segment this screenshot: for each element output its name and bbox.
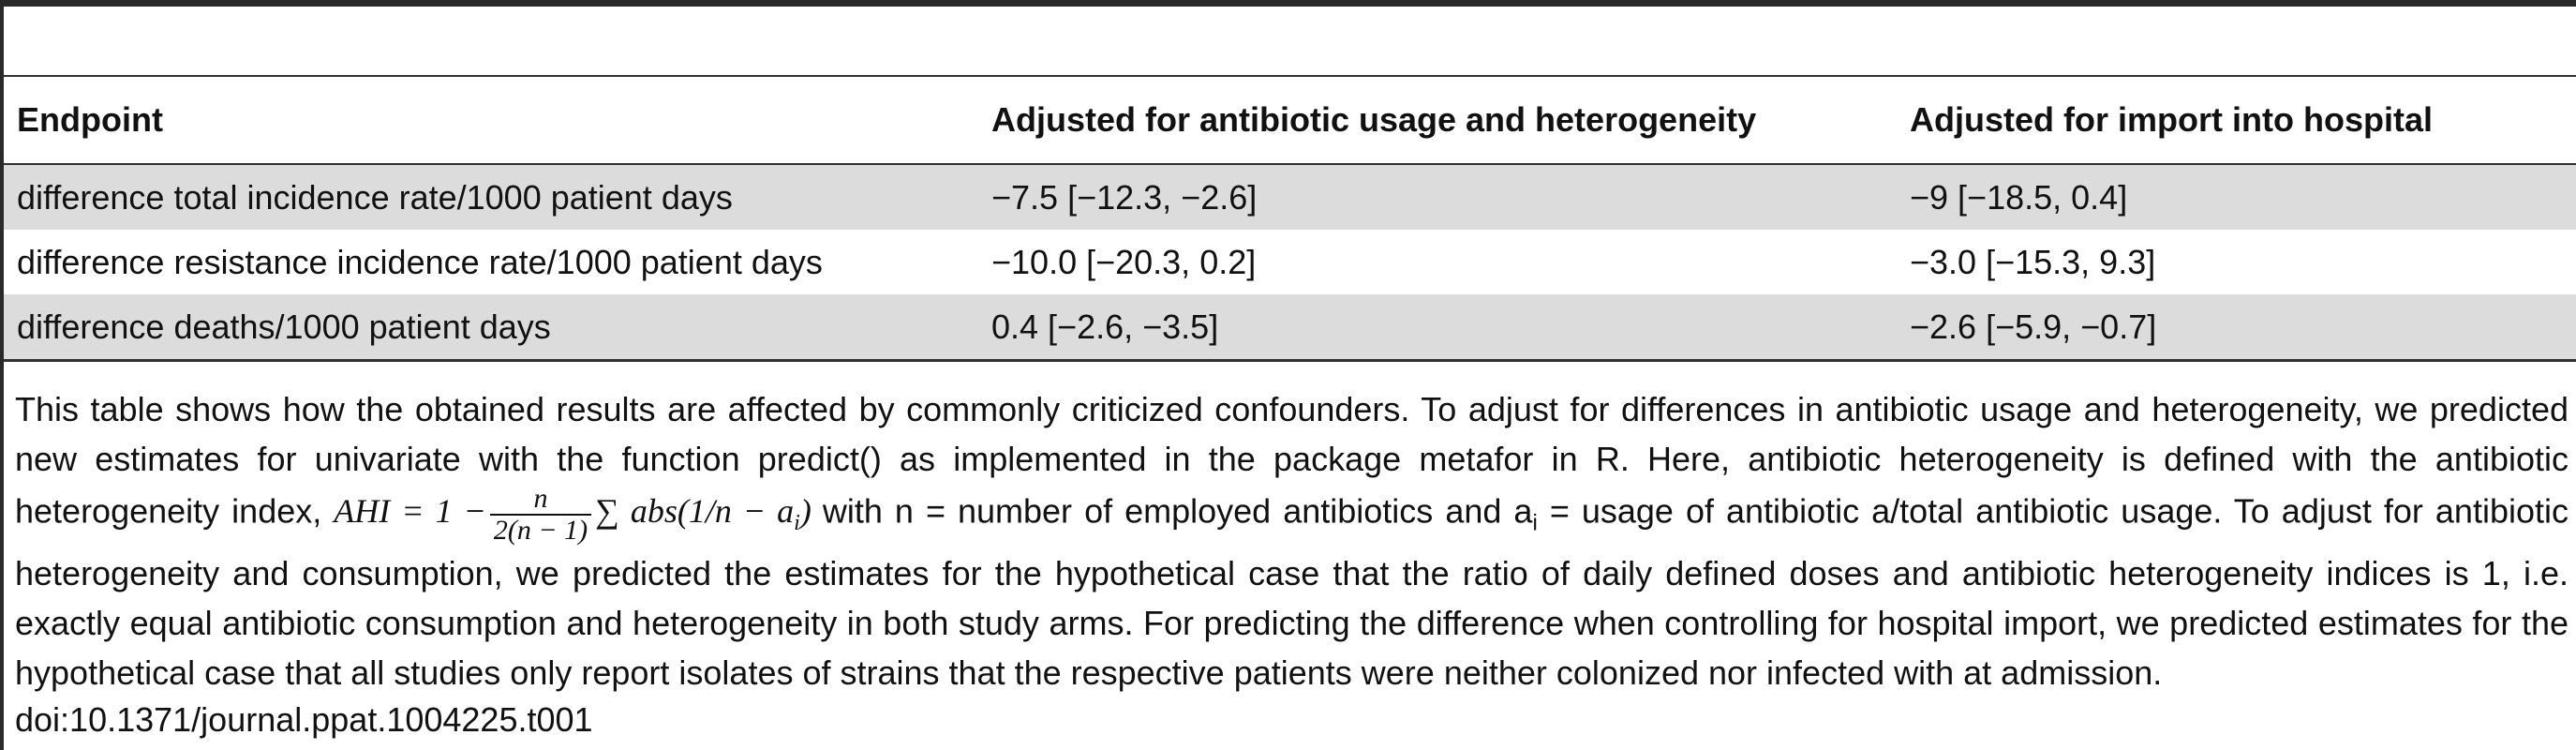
formula-rhs: ∑ abs(1/n − a [595,492,795,531]
table-row [4,164,2576,230]
cell-antibiotic-adjusted: −7.5 [−12.3, −2.6] [978,164,1897,230]
doi-identifier: doi:10.1371/journal.ppat.1004225.t001 [15,700,593,739]
formula-denominator: 2(n − 1) [493,515,588,546]
cell-import-adjusted: −2.6 [−5.9, −0.7] [1897,294,2576,361]
header-import-adjusted: Adjusted for import into hospital [1910,100,2433,139]
cell-endpoint: difference resistance incidence rate/1000 patient days [17,242,823,281]
header-antibiotic-adjusted: Adjusted for antibiotic usage and heterogeneity [991,100,1757,139]
caption-text-part3: = usage of antibiotic a/total antibiotic usage. To adjust for antibiotic heterogeneity and consumption, we predicted the estimates for the hypothetical case that the ratio of daily defined doses and antibiotic heterogeneity indices is 1, i.e. exactly equal antibiotic consumption and heterogeneity in both study arms. For predicting the difference when controlling for hospital import, we predicted estimates for the hypothetical case that all studies only report isolates of strains that the respective patients were neither colonized nor infected with at admission. [15,491,2569,693]
formula-fraction [490,484,591,546]
table-caption [15,384,2569,698]
caption-subscript-i: i [1532,510,1538,536]
header-endpoint: Endpoint [17,100,163,139]
cell-antibiotic-adjusted: −10.0 [−20.3, 0.2] [991,242,1257,281]
caption-text-part1: This table shows how the obtained results are affected by commonly criticized confounders. To adjust for differences in antibiotic usage and heterogeneity, we predicted new estimates for univariate with the function predict() as implemented in the package metafor in R. Here, antibiotic heterogeneity is defined with the antibiotic heterogeneity index, [15,390,2569,531]
cell-endpoint: difference total incidence rate/1000 patient days [4,164,978,230]
formula-rhs-end: ) [799,492,812,531]
cell-import-adjusted: −3.0 [−15.3, 9.3] [1910,242,2156,281]
table-row [4,294,2576,361]
cell-endpoint: difference deaths/1000 patient days [4,294,978,361]
results-table-container [4,75,2576,362]
table-row [4,230,2576,294]
caption-text-part2: with n = number of employed antibiotics and a [822,491,1533,531]
table-header-row [4,76,2576,164]
cell-import-adjusted: −9 [−18.5, 0.4] [1897,164,2576,230]
formula-rhs-subscript: i [794,511,800,536]
ahi-formula [334,483,823,546]
confounder-adjustment-table [4,75,2576,362]
cell-antibiotic-adjusted: 0.4 [−2.6, −3.5] [978,294,1897,361]
formula-lhs: AHI = 1 − [334,492,486,531]
top-border-rule [0,0,2576,7]
formula-numerator: n [490,484,591,516]
